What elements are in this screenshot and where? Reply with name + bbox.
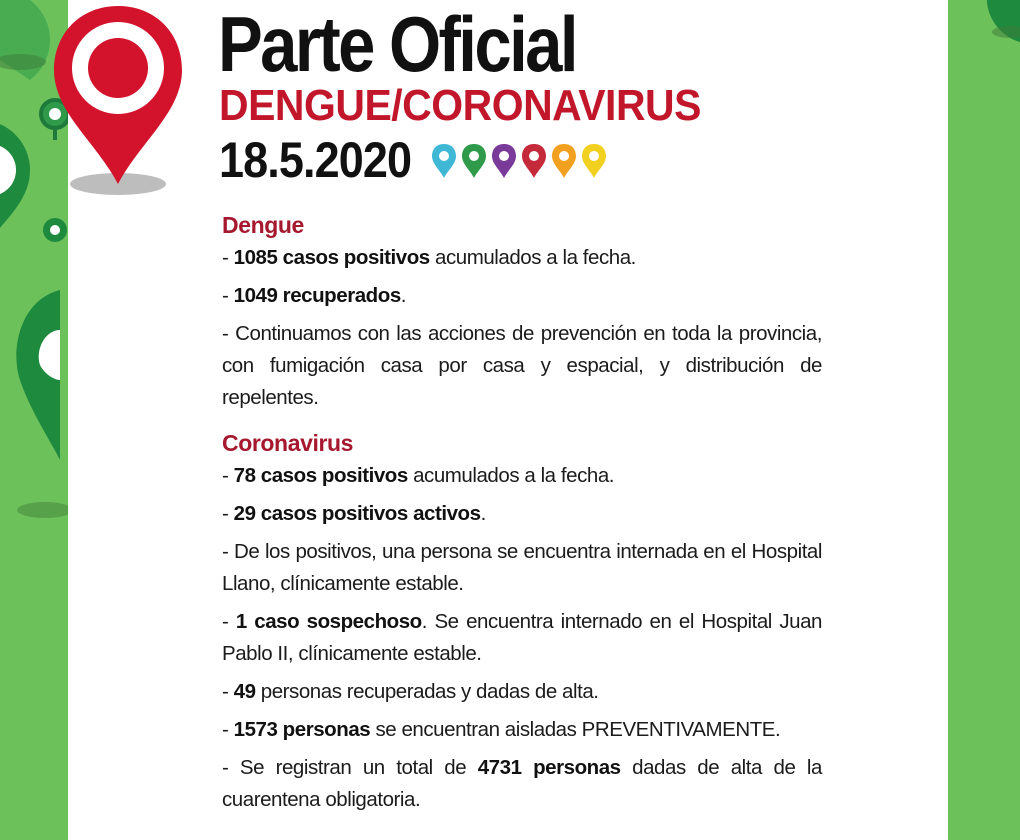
page-subtitle: DENGUE/CORONAVIRUS: [219, 81, 701, 130]
list-item: [222, 460, 822, 492]
bulletin-content: [222, 208, 822, 822]
item-text: dadas de alta de la cuarentena obligatoria.: [222, 756, 822, 811]
item-text: -: [222, 284, 234, 307]
highlighted-figure: 1049 recuperados: [233, 284, 401, 307]
highlighted-figure: 4731 personas: [477, 756, 621, 779]
location-pin-icon: [48, 0, 188, 200]
location-pin-icon: [552, 144, 576, 178]
item-text: acumulados a la fecha.: [407, 464, 615, 487]
item-text: .: [480, 502, 486, 525]
report-date: 18.5.2020: [219, 132, 412, 188]
location-pin-icon: [43, 218, 67, 242]
list-item: [222, 242, 822, 274]
list-item: [222, 280, 822, 312]
item-text: se encuentran aisladas PREVENTIVAMENTE.: [370, 718, 781, 741]
item-text: - Se registran un total de: [222, 756, 478, 779]
item-text: - Continuamos con las acciones de prevención en toda la provincia, con fumigación casa por casa y espacial, y distribución de repelentes.: [222, 322, 822, 409]
list-item: [222, 498, 822, 530]
item-text: -: [222, 718, 234, 741]
highlighted-figure: 1085 casos positivos: [233, 246, 430, 269]
item-text: -: [222, 464, 234, 487]
location-pin-icon: [987, 0, 1020, 42]
item-text: -: [222, 502, 234, 525]
item-text: acumulados a la fecha.: [429, 246, 636, 269]
highlighted-figure: 49: [233, 680, 256, 703]
location-pin-icon: [0, 120, 30, 240]
location-pin-icon: [492, 144, 516, 178]
item-text: personas recuperadas y dadas de alta.: [255, 680, 599, 703]
colored-pins-row: [431, 142, 613, 182]
page-title: Parte Oficial: [218, 0, 576, 88]
item-text: . Se encuentra internado en el Hospital Juan Pablo II, clínicamente estable.: [222, 610, 822, 665]
list-item: [222, 714, 822, 746]
item-text: .: [400, 284, 407, 307]
list-item: [222, 676, 822, 708]
location-pin-icon: [432, 144, 456, 178]
section-title: Coronavirus: [222, 430, 354, 456]
list-item: [222, 752, 822, 816]
location-pin-icon: [16, 290, 60, 460]
item-text: -: [222, 610, 236, 633]
item-text: -: [222, 680, 234, 703]
highlighted-figure: 1 caso sospechoso: [235, 610, 422, 633]
location-pin-icon: [522, 144, 546, 178]
section-title: Dengue: [222, 212, 304, 238]
highlighted-figure: 29 casos positivos activos: [233, 502, 481, 525]
list-item: [222, 536, 822, 600]
list-item: [222, 606, 822, 670]
highlighted-figure: 1573 personas: [233, 718, 371, 741]
item-text: - De los positivos, una persona se encuentra internada en el Hospital Llano, clínicamente estable.: [222, 540, 822, 595]
item-text: -: [222, 246, 234, 269]
highlighted-figure: 78 casos positivos: [233, 464, 408, 487]
list-item: [222, 318, 822, 414]
location-pin-icon: [582, 144, 606, 178]
background-pattern-right: [948, 0, 1020, 840]
location-pin-icon: [462, 144, 486, 178]
